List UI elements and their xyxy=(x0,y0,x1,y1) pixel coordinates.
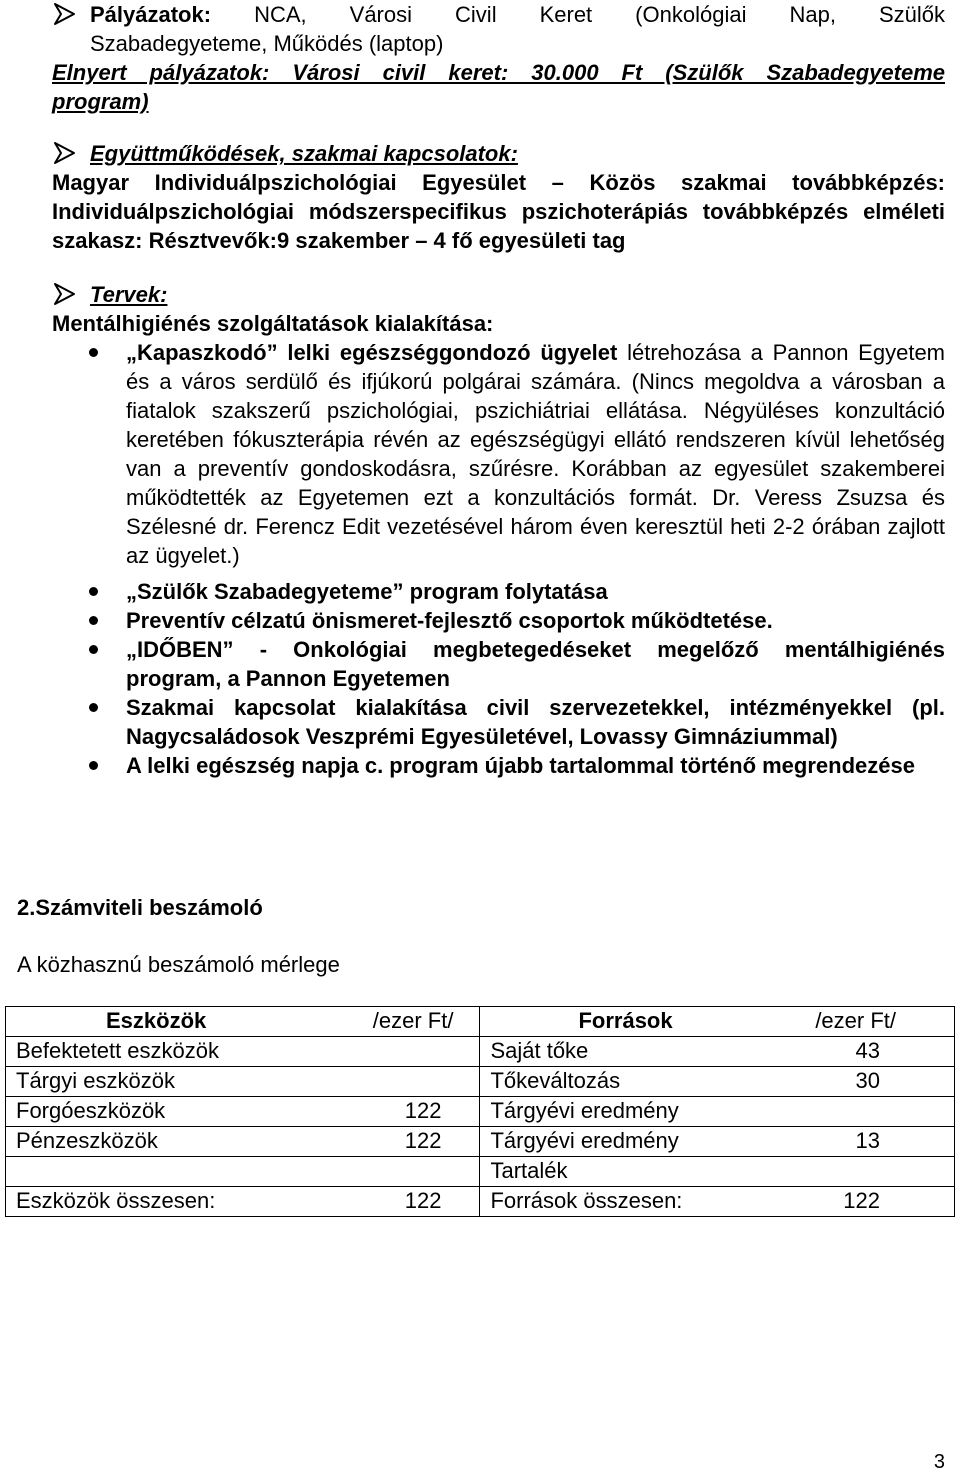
section-egyuttmukodesek xyxy=(52,139,945,168)
tervek-list xyxy=(52,338,945,780)
palyazatok-label: Pályázatok: xyxy=(90,2,212,27)
egyuttmukodesek-label: Együttműködések, szakmai kapcsolatok: xyxy=(90,141,518,166)
source-cell xyxy=(480,1067,955,1097)
asset-label: Eszközök összesen: xyxy=(16,1188,216,1213)
section-tervek xyxy=(52,280,945,309)
table-header-row xyxy=(6,1007,955,1037)
asset-value: 122 xyxy=(404,1128,442,1153)
asset-cell xyxy=(6,1157,480,1187)
assets-header xyxy=(6,1007,480,1037)
section2-subtitle: A közhasznú beszámoló mérlege xyxy=(17,952,340,977)
source-label: Források összesen: xyxy=(490,1188,683,1213)
assets-header-label: Eszközök xyxy=(106,1008,207,1033)
item-normal-text: létrehozása a Pannon Egyetem és a város serdülő és ifjúkorú polgárai számára. (Nincs megoldva a városban a fiatalok szakszerű pszichológiai, pszichiátriai ellátása. Négyüléses konzultáció keretében fókuszterápia révén az egészségügyi ellátó rendszeren kívül lehetőség van a preventív gondoskodásra, szűrésre. Korábban az egyesület szakemberei működtették az Egyetemen ezt a konzultációs formát. Dr. Veress Zsuzsa és Szélesné dr. Ferencz Edit vezetésével három éven keresztül heti 2-2 órában zajlott az ügyelet.) xyxy=(126,340,946,568)
round-bullet-icon xyxy=(89,616,98,625)
item-bold-text: A lelki egészség napja c. program újabb tartalommal történő megrendezése xyxy=(126,753,915,778)
section2-title: 2.Számviteli beszámoló xyxy=(17,895,263,920)
asset-cell xyxy=(6,1187,480,1217)
tervek-label: Tervek: xyxy=(90,282,168,307)
source-value: 122 xyxy=(843,1188,880,1213)
asset-value xyxy=(401,1037,441,1065)
list-item xyxy=(52,751,945,780)
source-cell xyxy=(480,1097,955,1127)
source-cell xyxy=(480,1157,955,1187)
item-bold-text: „Szülők Szabadegyeteme” program folytatása xyxy=(126,579,608,604)
item-bold-text: Szakmai kapcsolat kialakítása civil szervezetekkel, intézményekkel (pl. Nagycsaládosok Veszprémi Egyesületével, Lovassy Gimnáziummal) xyxy=(126,695,945,749)
source-value: 43 xyxy=(855,1038,880,1063)
table-row xyxy=(6,1097,955,1127)
sources-header xyxy=(480,1007,955,1037)
asset-cell xyxy=(6,1037,480,1067)
source-label: Tárgyévi eredmény xyxy=(490,1128,679,1153)
asset-cell xyxy=(6,1097,480,1127)
source-label: Saját tőke xyxy=(490,1038,589,1063)
source-label: Tartalék xyxy=(490,1158,568,1183)
asset-label: Tárgyi eszközök xyxy=(16,1068,175,1093)
palyazatok-line2: Szabadegyeteme, Működés (laptop) xyxy=(90,31,444,56)
table-row xyxy=(6,1037,955,1067)
palyazatok-list: NCA, Városi Civil Keret (Onkológiai Nap, Szülők xyxy=(211,2,945,27)
asset-value xyxy=(401,1067,441,1095)
round-bullet-icon xyxy=(89,703,98,712)
round-bullet-icon xyxy=(89,645,98,654)
item-bold-text: Preventív célzatú önismeret-fejlesztő csoportok működtetése. xyxy=(126,608,773,633)
table-row xyxy=(6,1157,955,1187)
table-row xyxy=(6,1187,955,1217)
table-row xyxy=(6,1127,955,1157)
tervek-heading: Mentálhigiénés szolgáltatások kialakítása: xyxy=(52,311,494,336)
elnyert-palyazatok-text: Elnyert pályázatok: Városi civil keret: 30.000 Ft (Szülők Szabadegyeteme xyxy=(52,60,945,85)
sources-header-label: Források xyxy=(578,1008,673,1033)
source-cell xyxy=(480,1037,955,1067)
elnyert-palyazatok-line2: program) xyxy=(52,89,149,114)
list-item xyxy=(52,577,945,606)
list-item xyxy=(52,606,945,635)
round-bullet-icon xyxy=(89,348,98,357)
list-item xyxy=(52,693,945,751)
item-bold-text: „IDŐBEN” - Onkológiai megbetegedéseket megelőző mentálhigiénés program, a Pannon Egyetemen xyxy=(126,637,945,691)
arrow-bullet-icon xyxy=(52,281,78,307)
assets-header-unit: /ezer Ft/ xyxy=(372,1008,454,1033)
round-bullet-icon xyxy=(89,761,98,770)
item-bold-text: „Kapaszkodó” lelki egészséggondozó ügyelet xyxy=(126,340,618,365)
source-label: Tőkeváltozás xyxy=(490,1068,621,1093)
asset-label: Pénzeszközök xyxy=(16,1128,158,1153)
source-cell xyxy=(480,1187,955,1217)
arrow-bullet-icon xyxy=(52,1,78,27)
asset-cell xyxy=(6,1067,480,1097)
asset-value: 122 xyxy=(404,1188,442,1213)
asset-label: Befektetett eszközök xyxy=(16,1038,219,1063)
palyazatok-line1 xyxy=(52,0,945,29)
source-cell xyxy=(480,1127,955,1157)
source-value xyxy=(840,1157,880,1185)
egyuttmukodesek-text: Magyar Individuálpszichológiai Egyesület – Közös szakmai továbbképzés: Individuálpszichológiai módszerspecifikus pszichoterápiás továbbképzés elméleti szakasz: Résztvevők:9 szakember – 4 fő egyesületi tag xyxy=(52,170,945,253)
balance-table xyxy=(5,1006,955,1217)
table-row xyxy=(6,1067,955,1097)
list-item xyxy=(52,635,945,693)
section-palyazatok xyxy=(52,0,945,29)
asset-cell xyxy=(6,1127,480,1157)
source-value: 30 xyxy=(855,1068,880,1093)
source-value xyxy=(840,1097,880,1125)
arrow-bullet-icon xyxy=(52,140,78,166)
asset-label: Forgóeszközök xyxy=(16,1098,166,1123)
sources-header-unit: /ezer Ft/ xyxy=(815,1008,896,1033)
round-bullet-icon xyxy=(89,587,98,596)
asset-value: 122 xyxy=(404,1098,442,1123)
page-number: 3 xyxy=(933,1451,945,1473)
source-value: 13 xyxy=(855,1128,880,1153)
list-item xyxy=(52,338,945,570)
elnyert-palyazatok-line1 xyxy=(52,58,945,87)
source-label: Tárgyévi eredmény xyxy=(490,1098,679,1123)
